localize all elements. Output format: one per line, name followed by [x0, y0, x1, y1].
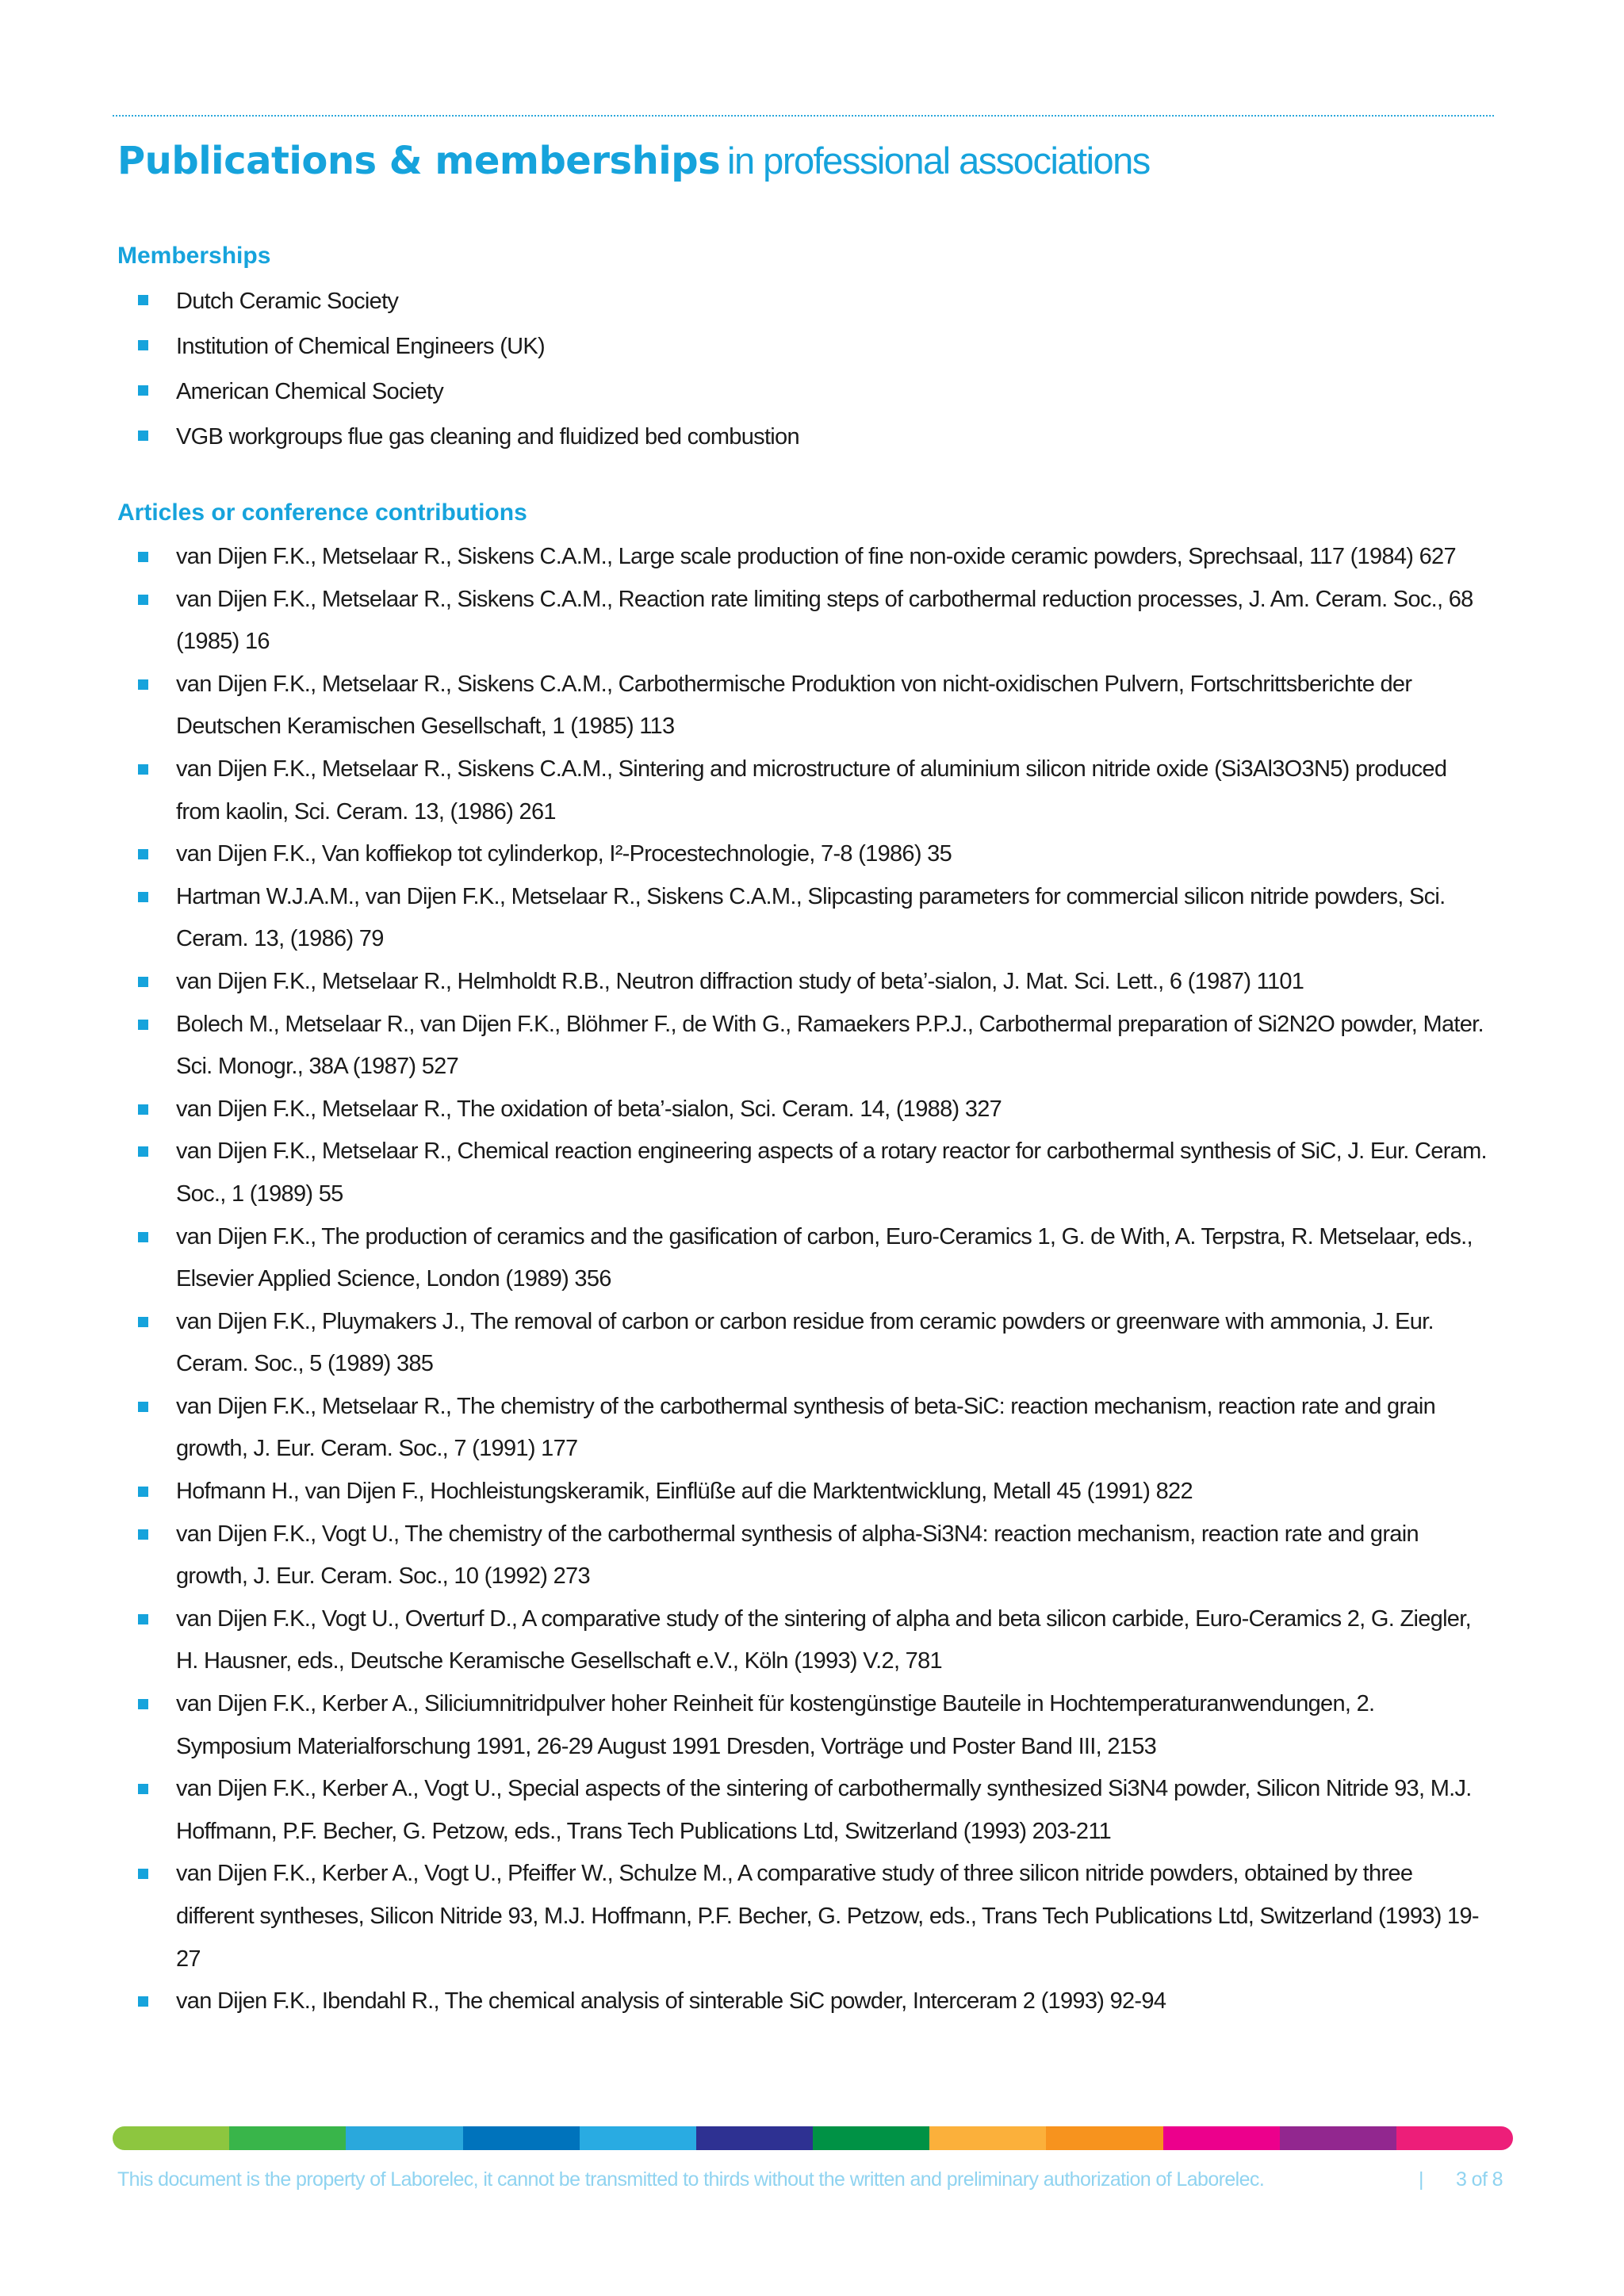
square-bullet-icon — [138, 595, 148, 605]
page-title — [117, 135, 1150, 191]
square-bullet-icon — [138, 1784, 148, 1794]
square-bullet-icon — [138, 295, 148, 305]
article-item — [0, 1131, 1624, 1215]
article-item — [0, 1004, 1624, 1089]
square-bullet-icon — [138, 1104, 148, 1115]
article-item-text: van Dijen F.K., Van koffiekop tot cylinderkop, I²-Procestechnologie, 7-8 (1986) 35 — [176, 841, 952, 867]
article-item-text: van Dijen F.K., Metselaar R., Siskens C.A.M., Reaction rate limiting steps of carbothermal reduction processes, J. Am. Ceram. Soc., 68 (1985) 16 — [176, 586, 1473, 655]
article-item — [0, 1513, 1624, 1598]
article-item-text: van Dijen F.K., Kerber A., Vogt U., Special aspects of the sintering of carbothermally synthesized Si3N4 powder, Silicon Nitride 93, M.J. Hoffmann, P.F. Becher, G. Petzow, eds., Trans Tech Publications Ltd, Switzerland (1993) 203-211 — [176, 1776, 1472, 1844]
article-item — [0, 1216, 1624, 1301]
article-item-text: van Dijen F.K., Kerber A., Siliciumnitridpulver hoher Reinheit für kostengünstige Bauteile in Hochtemperaturanwendungen, 2. Symposium Materialforschung 1991, 26-29 August 1991 Dresden, Vorträge und Poster Band III, 2153 — [176, 1691, 1375, 1759]
square-bullet-icon — [138, 1487, 148, 1497]
color-band-segment — [1046, 2126, 1162, 2150]
color-band-segment — [696, 2126, 813, 2150]
color-band-segment — [1396, 2126, 1513, 2150]
page-title-light: in professional associations — [727, 140, 1150, 182]
square-bullet-icon — [138, 430, 148, 441]
square-bullet-icon — [138, 385, 148, 396]
square-bullet-icon — [138, 1996, 148, 2007]
article-item-text: van Dijen F.K., Metselaar R., Chemical reaction engineering aspects of a rotary reactor for carbothermal synthesis of SiC, J. Eur. Ceram. Soc., 1 (1989) 55 — [176, 1138, 1487, 1207]
article-item-text: Bolech M., Metselaar R., van Dijen F.K., Blöhmer F., de With G., Ramaekers P.P.J., Carbothermal preparation of Si2N2O powder, Mater. Sci. Monogr., 38A (1987) 527 — [176, 1011, 1484, 1080]
articles-heading: Articles or conference contributions — [117, 499, 527, 526]
square-bullet-icon — [138, 1146, 148, 1157]
footer-color-band — [113, 2126, 1513, 2150]
square-bullet-icon — [138, 1699, 148, 1709]
article-item-text: van Dijen F.K., Metselaar R., The chemistry of the carbothermal synthesis of beta-SiC: reaction mechanism, reaction rate and grain growth, J. Eur. Ceram. Soc., 7 (1991) 177 — [176, 1393, 1435, 1462]
article-item-text: van Dijen F.K., Kerber A., Vogt U., Pfeiffer W., Schulze M., A comparative study of three silicon nitride powders, obtained by three different syntheses, Silicon Nitride 93, M.J. Hoffmann, P.F. Becher, G. Petzow, eds., Trans Tech Publications Ltd, Switzerland (1993) 19-27 — [176, 1861, 1479, 1972]
article-item — [0, 961, 1624, 1004]
article-item — [0, 1598, 1624, 1683]
page-number: 3 of 8 — [1456, 2168, 1503, 2191]
article-item-text: van Dijen F.K., Vogt U., The chemistry of the carbothermal synthesis of alpha-Si3N4: reaction mechanism, reaction rate and grain growth, J. Eur. Ceram. Soc., 10 (1992) 273 — [176, 1521, 1419, 1590]
membership-item — [0, 324, 1624, 369]
color-band-segment — [1163, 2126, 1280, 2150]
article-item — [0, 1386, 1624, 1471]
article-item-text: van Dijen F.K., Pluymakers J., The removal of carbon or carbon residue from ceramic powders or greenware with ammonia, J. Eur. Ceram. Soc., 5 (1989) 385 — [176, 1308, 1434, 1377]
square-bullet-icon — [138, 552, 148, 562]
square-bullet-icon — [138, 1529, 148, 1540]
square-bullet-icon — [138, 1402, 148, 1412]
membership-item-text: American Chemical Society — [176, 379, 444, 404]
article-item — [0, 1980, 1624, 2023]
color-band-segment — [346, 2126, 462, 2150]
square-bullet-icon — [138, 1020, 148, 1030]
article-item — [0, 1853, 1624, 1980]
square-bullet-icon — [138, 977, 148, 987]
article-item — [0, 1301, 1624, 1386]
article-item-text: Hofmann H., van Dijen F., Hochleistungskeramik, Einflüße auf die Marktentwicklung, Metall 45 (1991) 822 — [176, 1479, 1193, 1505]
article-item — [0, 876, 1624, 961]
article-item — [0, 536, 1624, 579]
article-item — [0, 579, 1624, 664]
article-item-text: van Dijen F.K., The production of ceramics and the gasification of carbon, Euro-Ceramics 1, G. de With, A. Terpstra, R. Metselaar, eds., Elsevier Applied Science, London (1989) 356 — [176, 1223, 1473, 1292]
membership-item-text: Dutch Ceramic Society — [176, 289, 399, 314]
top-divider — [113, 115, 1494, 117]
memberships-list — [0, 279, 1624, 460]
square-bullet-icon — [138, 679, 148, 690]
footer — [117, 2168, 1513, 2191]
article-item-text: van Dijen F.K., Vogt U., Overturf D., A comparative study of the sintering of alpha and beta silicon carbide, Euro-Ceramics 2, G. Ziegler, H. Hausner, eds., Deutsche Keramische Gesellschaft e.V., Köln (1993) V.2, 781 — [176, 1605, 1471, 1674]
square-bullet-icon — [138, 340, 148, 350]
square-bullet-icon — [138, 1317, 148, 1327]
color-band-segment — [813, 2126, 929, 2150]
color-band-segment — [229, 2126, 346, 2150]
membership-item — [0, 369, 1624, 415]
membership-item — [0, 415, 1624, 460]
square-bullet-icon — [138, 1232, 148, 1242]
article-item-text: van Dijen F.K., Ibendahl R., The chemical analysis of sinterable SiC powder, Interceram 2 (1993) 92-94 — [176, 1988, 1166, 2015]
article-item-text: van Dijen F.K., Metselaar R., Siskens C.A.M., Carbothermische Produktion von nicht-oxidischen Pulvern, Fortschrittsberichte der Deutschen Keramischen Gesellschaft, 1 (1985) 113 — [176, 671, 1412, 740]
page-title-bold: Publications & memberships — [117, 139, 721, 183]
article-item — [0, 1089, 1624, 1131]
color-band-segment — [113, 2126, 229, 2150]
article-item-text: van Dijen F.K., Metselaar R., Siskens C.A.M., Sintering and microstructure of aluminium silicon nitride oxide (Si3Al3O3N5) produced from kaolin, Sci. Ceram. 13, (1986) 261 — [176, 756, 1447, 825]
square-bullet-icon — [138, 764, 148, 775]
footer-separator: | — [1419, 2168, 1423, 2191]
color-band-segment — [929, 2126, 1046, 2150]
article-item — [0, 1683, 1624, 1768]
square-bullet-icon — [138, 1869, 148, 1879]
color-band-segment — [1280, 2126, 1396, 2150]
footer-notice: This document is the property of Laborelec, it cannot be transmitted to thirds without the written and preliminary authorization of Laborelec. — [117, 2168, 1265, 2191]
articles-list — [0, 536, 1624, 2023]
article-item — [0, 664, 1624, 748]
article-item — [0, 1768, 1624, 1853]
article-item — [0, 748, 1624, 833]
square-bullet-icon — [138, 892, 148, 902]
article-item-text: Hartman W.J.A.M., van Dijen F.K., Metselaar R., Siskens C.A.M., Slipcasting parameters for commercial silicon nitride powders, Sci. Ceram. 13, (1986) 79 — [176, 883, 1446, 952]
color-band-segment — [580, 2126, 696, 2150]
article-item-text: van Dijen F.K., Metselaar R., Siskens C.A.M., Large scale production of fine non-oxide ceramic powders, Sprechsaal, 117 (1984) 627 — [176, 544, 1456, 569]
square-bullet-icon — [138, 849, 148, 859]
article-item — [0, 833, 1624, 876]
membership-item-text: Institution of Chemical Engineers (UK) — [176, 334, 545, 359]
square-bullet-icon — [138, 1614, 148, 1624]
membership-item — [0, 279, 1624, 324]
article-item-text: van Dijen F.K., Metselaar R., The oxidation of beta’-sialon, Sci. Ceram. 14, (1988) 327 — [176, 1096, 1002, 1122]
color-band-segment — [463, 2126, 580, 2150]
memberships-heading: Memberships — [117, 243, 271, 269]
article-item — [0, 1471, 1624, 1513]
membership-item-text: VGB workgroups flue gas cleaning and fluidized bed combustion — [176, 424, 799, 450]
article-item-text: van Dijen F.K., Metselaar R., Helmholdt R.B., Neutron diffraction study of beta’-sialon, J. Mat. Sci. Lett., 6 (1987) 1101 — [176, 968, 1304, 994]
